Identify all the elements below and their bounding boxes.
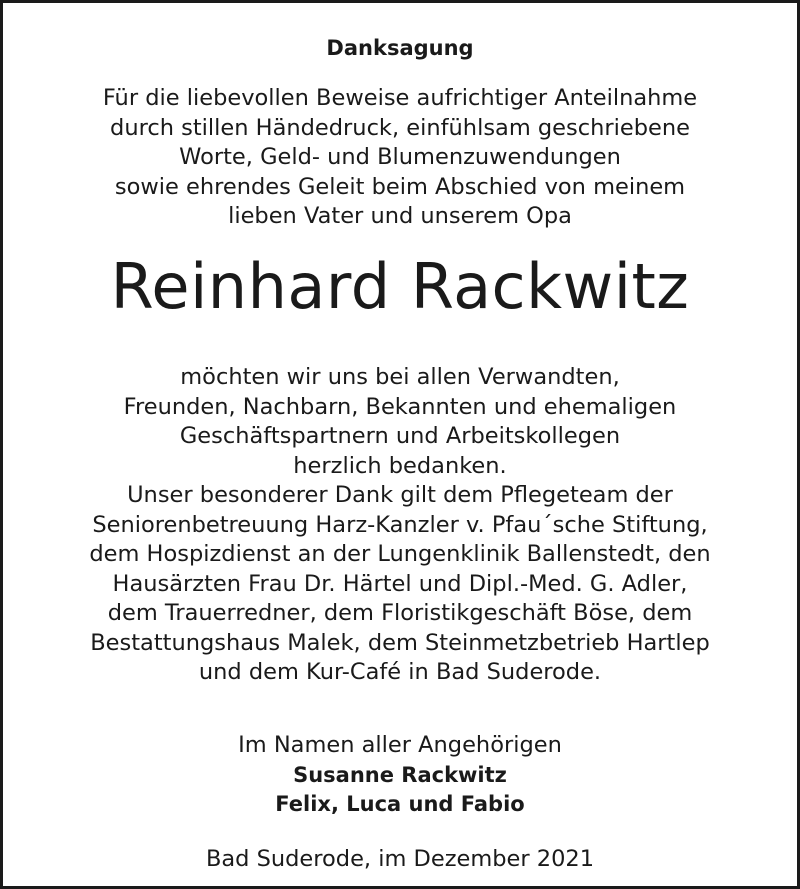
signature-block [3, 731, 797, 820]
intro-line: Worte, Geld- und Blumenzuwendungen [179, 144, 621, 170]
thanks-line: Bestattungshaus Malek, dem Steinmetzbetrieb Hartlep [90, 629, 710, 656]
thanks-line: und dem Kur-Café in Bad Suderode. [198, 659, 602, 685]
intro-text [3, 84, 797, 232]
thanks-line: Freunden, Nachbarn, Bekannten und ehemaligen [123, 393, 677, 420]
signature-intro: Im Namen aller Angehörigen [238, 732, 562, 758]
intro-line: durch stillen Händedruck, einfühlsam geschriebene [110, 114, 690, 141]
thanks-line: Geschäftspartnern und Arbeitskollegen [179, 423, 621, 449]
thanks-line: herzlich bedanken. [293, 452, 507, 479]
signature-name-primary: Susanne Rackwitz [293, 762, 507, 787]
intro-line: sowie ehrendes Geleit beim Abschied von meinem [114, 173, 686, 200]
thanks-line: Unser besonderer Dank gilt dem Pflegeteam der [127, 482, 673, 508]
intro-line: Für die liebevollen Beweise aufrichtiger Anteilnahme [102, 85, 698, 111]
thanks-line: dem Trauerredner, dem Floristikgeschäft Böse, dem [107, 600, 693, 626]
notice-heading: Danksagung [326, 36, 474, 60]
thanks-line: dem Hospizdienst an der Lungenklinik Ballenstedt, den [89, 541, 711, 567]
thanks-line: möchten wir uns bei allen Verwandten, [180, 364, 620, 390]
thanks-line: Seniorenbetreuung Harz-Kanzler v. Pfau´sche Stiftung, [92, 511, 708, 538]
thanks-text [3, 363, 797, 688]
intro-line: lieben Vater und unserem Opa [228, 203, 572, 229]
place-date: Bad Suderode, im Dezember 2021 [205, 846, 595, 872]
signature-name-secondary: Felix, Luca und Fabio [275, 792, 525, 816]
deceased-name: Reinhard Rackwitz [110, 250, 690, 323]
thanks-line: Hausärzten Frau Dr. Härtel und Dipl.-Med. G. Adler, [112, 570, 688, 597]
